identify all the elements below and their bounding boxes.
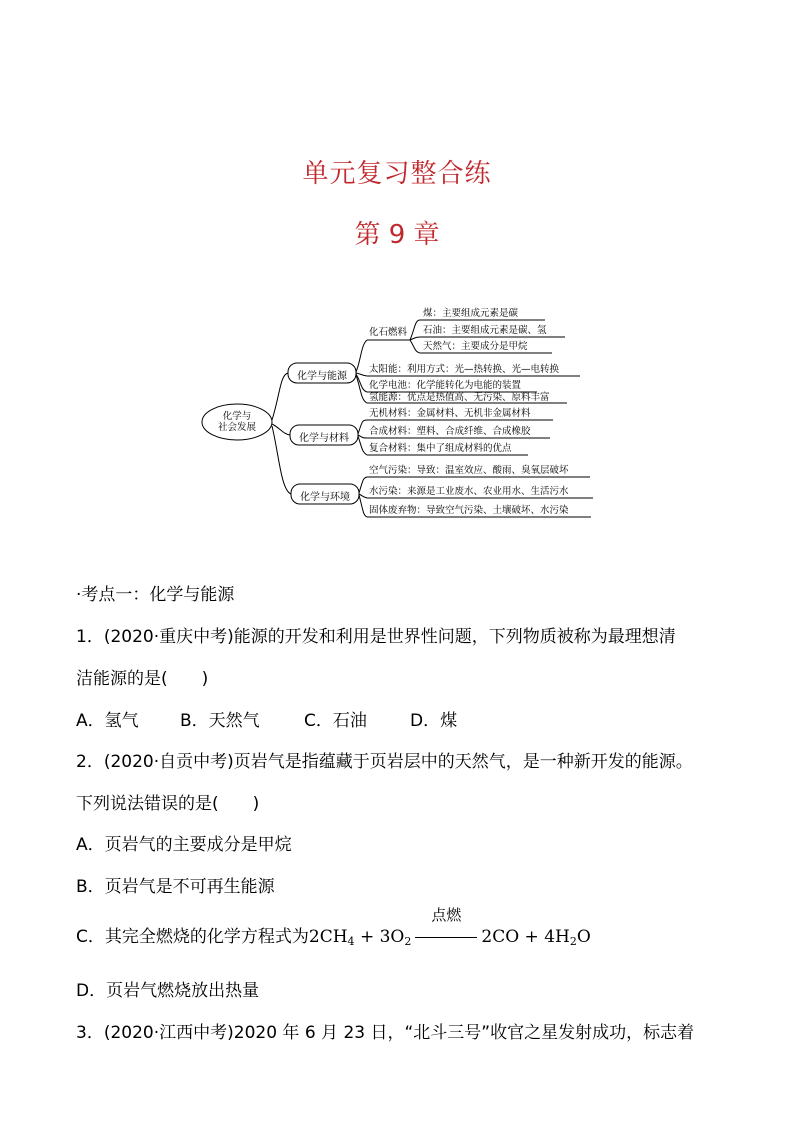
environment-item: 固体废弃物：导致空气污染、土壤破坏、水污染 [369, 505, 569, 516]
category-environment: 化学与环境 [300, 492, 350, 503]
reaction-condition [415, 906, 477, 948]
question-2-stem-cont: 下列说法错误的是( ) [76, 794, 260, 814]
question-1-stem: 1．(2020·重庆中考)能源的开发和利用是世界性问题，下列物质被称为最理想清 [76, 627, 676, 647]
energy-item: 太阳能：利用方式：光—热转换、光—电转换 [369, 364, 560, 375]
chemical-products: $2CO + 4H_2O$ [481, 927, 591, 948]
option-b: B．天然气 [180, 711, 260, 731]
fossil-fuel-label: 化石燃料 [369, 327, 408, 338]
materials-item: 合成材料：塑料、合成纤维、合成橡胶 [369, 426, 531, 437]
condition-label: 点燃 [431, 906, 462, 924]
fossil-item: 天然气：主要成分是甲烷 [423, 341, 528, 352]
materials-item: 无机材料：金属材料、无机非金属材料 [369, 408, 531, 419]
chemical-equation: $2CH_4 + 3O_2$ [308, 927, 412, 948]
question-2-stem: 2．(2020·自贡中考)页岩气是指蕴藏于页岩层中的天然气，是一种新开发的能源。 [76, 752, 693, 772]
chapter-subtitle: 第 9 章 [354, 220, 440, 250]
environment-item: 空气污染：导致：温室效应、酸雨、臭氧层破坏 [369, 465, 569, 476]
question-1-options [76, 710, 457, 732]
environment-item: 水污染：来源是工业废水、农业用水、生活污水 [369, 486, 569, 497]
question-2-option-a: A．页岩气的主要成分是甲烷 [76, 835, 292, 855]
option-c: C．石油 [304, 711, 367, 731]
question-2-option-b: B．页岩气是不可再生能源 [76, 877, 275, 897]
section-heading: ·考点一：化学与能源 [76, 585, 235, 605]
question-2-option-d: D．页岩气燃烧放出热量 [76, 981, 260, 1001]
fossil-item: 煤：主要组成元素是碳 [423, 308, 519, 319]
materials-item: 复合材料：集中了组成材料的优点 [369, 443, 512, 454]
fossil-item: 石油：主要组成元素是碳、氢 [423, 325, 547, 336]
question-1-stem-cont: 洁能源的是( ) [76, 669, 209, 689]
question-3-stem: 3．(2020·江西中考)2020 年 6 月 23 日，“北斗三号”收官之星发射成功，标志着 [76, 1023, 695, 1043]
option-d: D．煤 [410, 711, 458, 731]
mind-map-root: 化学与 社会发展 [217, 411, 256, 433]
category-energy: 化学与能源 [297, 371, 347, 382]
page-title: 单元复习整合练 [302, 159, 492, 189]
energy-item: 化学电池：化学能转化为电能的装置 [369, 380, 522, 391]
question-2-option-c [76, 906, 591, 953]
category-materials: 化学与材料 [299, 433, 349, 444]
reaction-arrow-line [415, 937, 477, 938]
energy-item: 氢能源：优点是热值高、无污染、原料丰富 [369, 392, 550, 403]
option-a: A．氢气 [76, 711, 139, 731]
option-c-prefix: C．其完全燃烧的化学方程式为 [76, 927, 309, 947]
concept-mind-map [195, 300, 605, 530]
